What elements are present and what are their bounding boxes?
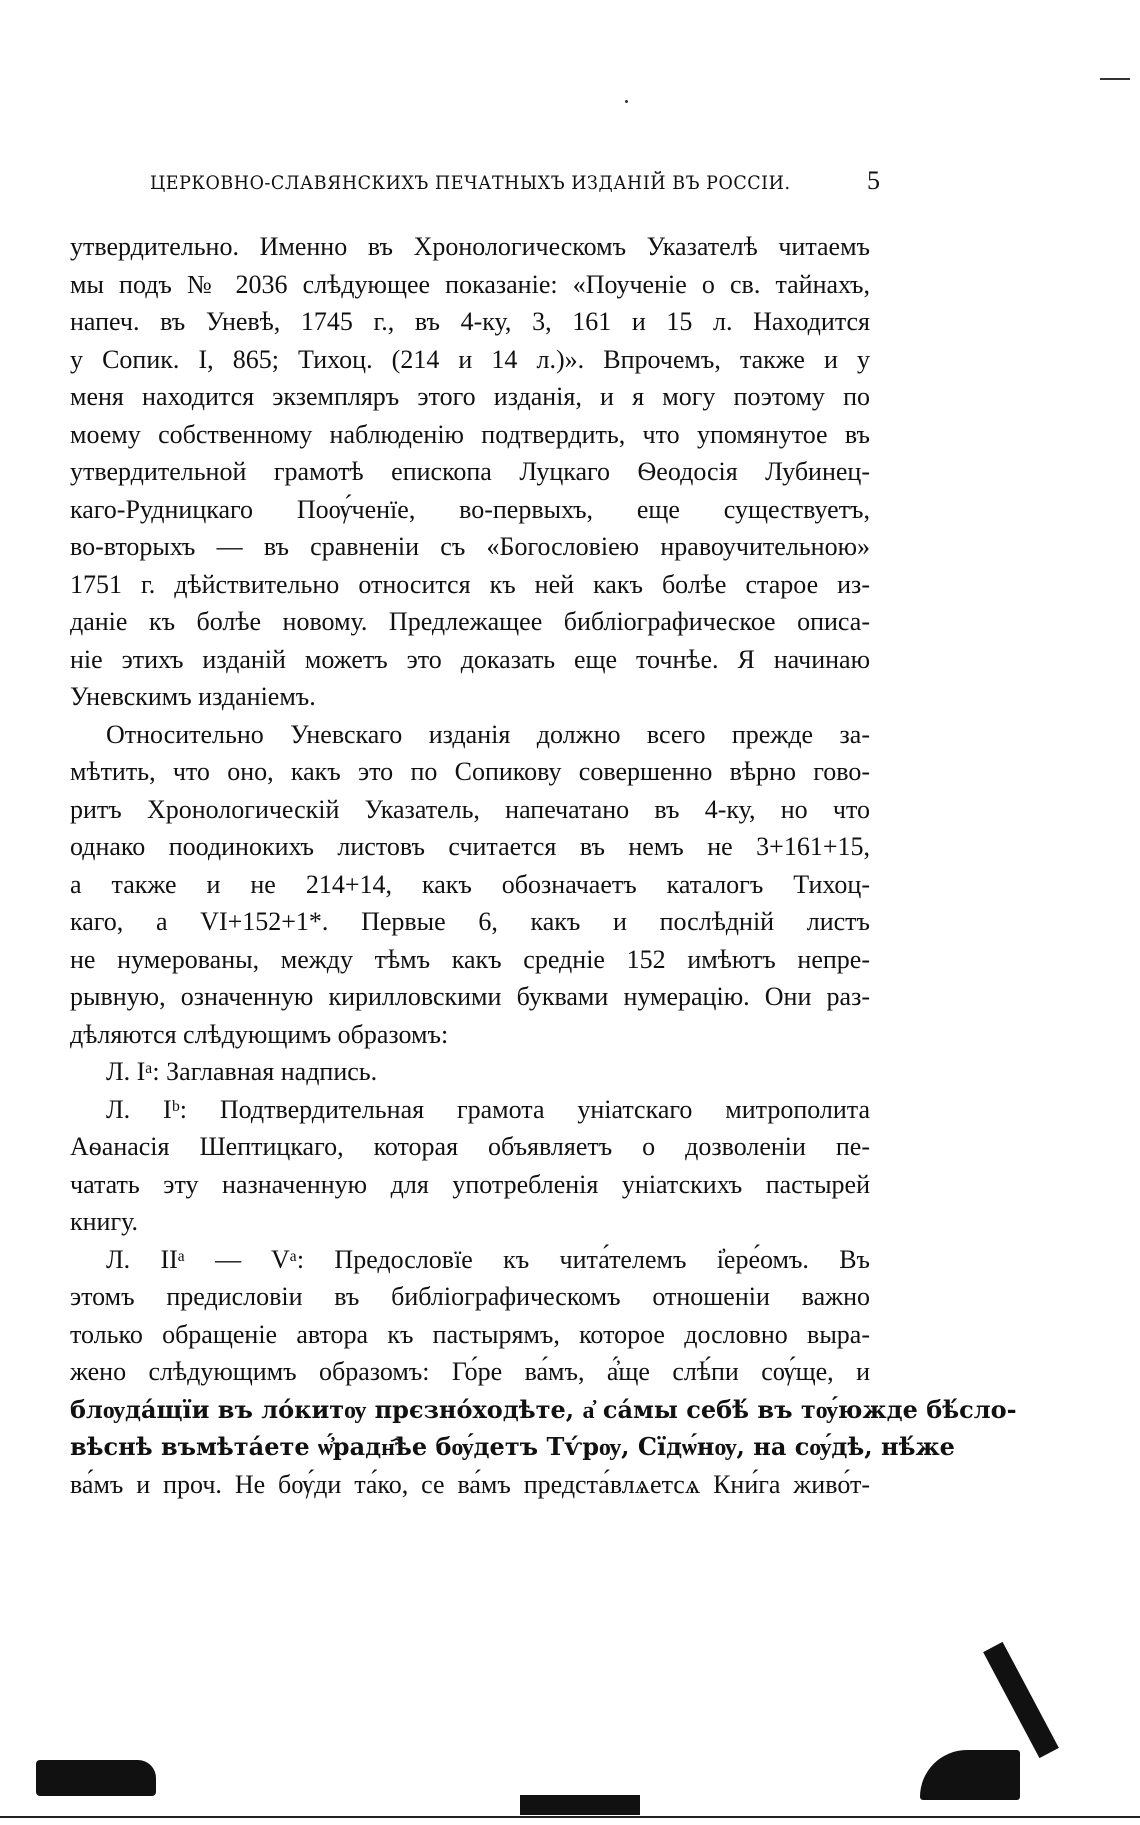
text-line: 1751 г. дѣйствительно относится къ ней какъ болѣе старое из- [70, 569, 870, 599]
scan-bottom-rule [0, 1816, 1140, 1818]
text-line: Аѳанасія Шептицкаго, которая объявляетъ о дозволеніи пе- [70, 1132, 870, 1161]
text-line: чатать эту назначенную для употребленія уніатскихъ пастырей [70, 1169, 870, 1199]
text-line: даніе къ болѣе новому. Предлежащее библіографическое описа- [70, 607, 870, 636]
text-line: моему собственному наблюденію подтвердить, что упомянутое въ [70, 419, 870, 449]
paragraph [70, 1241, 1017, 1504]
text-line: жено слѣдующимъ образомъ: Го́ре ва́мъ, а҆́ще слѣ́пи сѹ́ще, и [70, 1357, 870, 1386]
scan-speck [625, 100, 628, 103]
running-head: ЦЕРКОВНО-СЛАВЯНСКИХЪ ПЕЧАТНЫХЪ ИЗДАНІЙ ВЪ РОССІИ. [150, 172, 791, 194]
scan-blot-left [36, 1760, 156, 1796]
paragraph [70, 228, 870, 716]
body-text [70, 228, 1017, 1503]
text-line: Л. Iᵃ: Заглавная надпись. [106, 1057, 378, 1086]
scan-blot-right [920, 1750, 1020, 1800]
text-line: утвердительной грамотѣ епископа Луцкаго Ѳеодосія Лубинец- [70, 457, 870, 486]
text-line: блѹда́щїи въ ло́китѹ прєзно́ходѣте, а҆ са́мы себѣ́ въ тѹ́южде бѣ́сло- [70, 1394, 1017, 1424]
text-line: дѣляются слѣдующимъ образомъ: [70, 1019, 449, 1049]
text-line: только обращеніе автора къ пастырямъ, которое дословно выра- [70, 1319, 870, 1349]
text-line: однако поодинокихъ листовъ считается въ немъ не 3+161+15, [70, 832, 870, 861]
text-line: у Сопик. I, 865; Тихоц. (214 и 14 л.)». Впрочемъ, также и у [70, 344, 870, 374]
text-line: книгу. [70, 1207, 139, 1236]
text-line: Л. IIᵃ — Vᵃ: Предословїе къ чита́телемъ і҆ере́омъ. Въ [106, 1244, 870, 1274]
scan-blot-bottom [520, 1795, 640, 1815]
text-line: ніе этихъ изданій можетъ это доказать еще точнѣе. Я начинаю [70, 644, 870, 674]
text-line: вѣснѣ въмѣта́ете ѡ҆́радн҄ѣе бѹ́детъ Тѵ́рѹ, Сїдѡ́нѹ, на сѹ́дѣ, нѣ́же [70, 1432, 955, 1461]
paragraph [70, 1091, 870, 1241]
text-line: а также и не 214+14, какъ обозначаетъ каталогъ Тихоц- [70, 869, 870, 899]
text-line: каго, а VI+152+1*. Первые 6, какъ и послѣдній листъ [70, 907, 870, 936]
text-line: ва́мъ и проч. Не бѹ́ди та́ко, се ва́мъ предста́влѧетсѧ Кни́га живо́т- [70, 1469, 870, 1499]
text-line: каго-Рудницкаго Поѹ́ченїе, во-первыхъ, еще существуетъ, [70, 494, 870, 524]
paragraph [70, 1053, 870, 1091]
text-line: утвердительно. Именно въ Хронологическомъ Указателѣ читаемъ [70, 232, 870, 261]
paragraph [70, 716, 870, 1054]
text-line: ритъ Хронологическій Указатель, напечатано въ 4-ку, но что [70, 794, 870, 824]
text-line: Относительно Уневскаго изданія должно всего прежде за- [106, 719, 870, 749]
text-line: этомъ предисловіи въ библіографическомъ отношеніи важно [70, 1282, 870, 1311]
text-line: меня находится экземпляръ этого изданія, и я могу поэтому по [70, 382, 870, 411]
scan-mark [1100, 78, 1130, 80]
text-line: не нумерованы, между тѣмъ какъ средніе 152 имѣютъ непре- [70, 944, 870, 974]
text-line: во-вторыхъ — въ сравненіи съ «Богословіею нравоучительною» [70, 532, 870, 561]
text-line: напеч. въ Уневѣ, 1745 г., въ 4-ку, 3, 161 и 15 л. Находится [70, 307, 870, 336]
text-line: мы подъ № 2036 слѣдующее показаніе: «Поученіе о св. тайнахъ, [70, 269, 870, 299]
text-line: рывную, означенную кирилловскими буквами нумерацію. Они раз- [70, 982, 870, 1011]
text-line: Л. Iᵇ: Подтвердительная грамота уніатскаго митрополита [106, 1094, 870, 1124]
text-line: мѣтить, что оно, какъ это по Сопикову совершенно вѣрно гово- [70, 757, 870, 786]
page-header [150, 166, 880, 196]
text-line: Уневскимъ изданіемъ. [70, 682, 316, 711]
page-number: 5 [867, 166, 880, 195]
scan-stroke-right [983, 1642, 1059, 1758]
